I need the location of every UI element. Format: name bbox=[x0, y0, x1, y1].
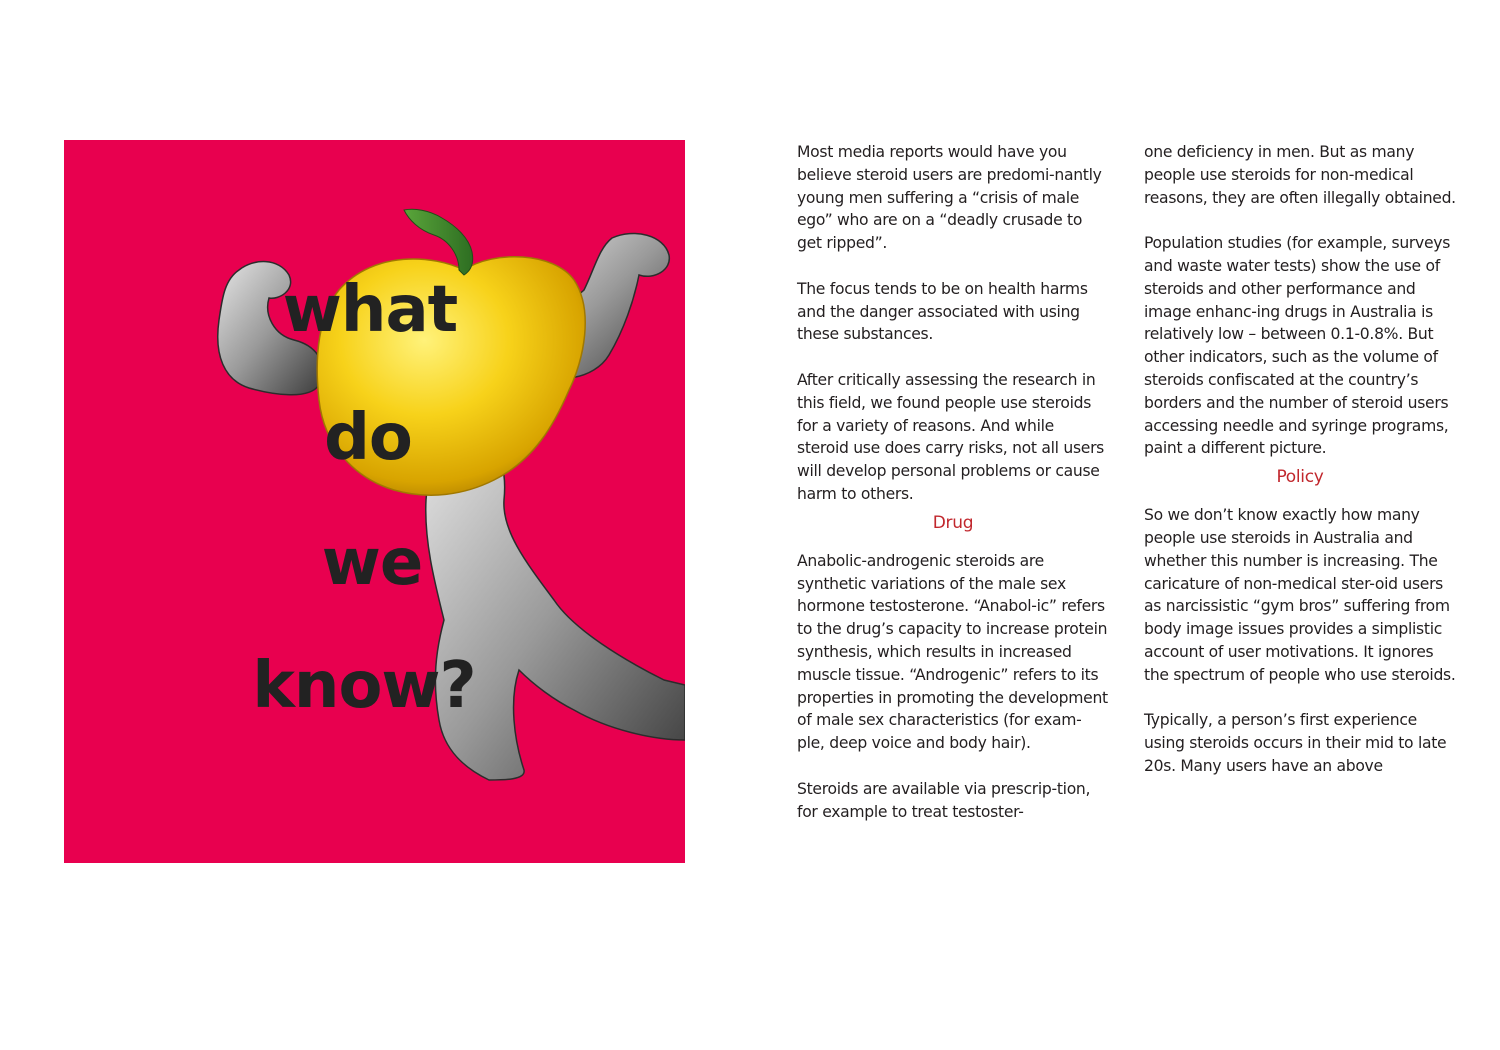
article-column-2 bbox=[1144, 141, 1456, 778]
paragraph: Steroids are available via prescrip-tion, for example to treat testoster- bbox=[797, 779, 1091, 821]
paragraph: Typically, a person’s first experience using steroids occurs in their mid to late 20s. Many users have an above bbox=[1144, 711, 1447, 775]
article-column-1 bbox=[797, 141, 1109, 823]
headline-word-we: we bbox=[321, 526, 423, 600]
paragraph: The focus tends to be on health harms and the danger associated with using these substances. bbox=[797, 279, 1088, 344]
headline-word-know: know? bbox=[252, 649, 476, 723]
paragraph: After critically assessing the research in this field, we found people use steroids for a variety of reasons. And while steroid use does carry risks, not all users will develop personal problems or cause harm to others. bbox=[797, 370, 1105, 503]
headline-word-what: what bbox=[282, 273, 458, 347]
section-heading-drug: Drug bbox=[932, 512, 974, 533]
headline-word-do: do bbox=[324, 401, 412, 475]
headline bbox=[64, 140, 685, 863]
hero-illustration bbox=[64, 140, 685, 863]
section-heading-policy: Policy bbox=[1276, 467, 1324, 488]
paragraph: So we don’t know exactly how many people use steroids in Australia and whether this number is increasing. The caricature of non-medical ster-oid users as narcissistic “gym bros” suffering from body image issues provides a simplistic account of user motivations. It ignores the spectrum of people who use steroids. bbox=[1144, 506, 1456, 684]
paragraph: Most media reports would have you believe steroid users are predomi-nantly young men suffering a “crisis of male ego” who are on a “deadly crusade to get ripped”. bbox=[797, 143, 1102, 253]
paragraph: one deficiency in men. But as many people use steroids for non-medical reasons, they are often illegally obtained. bbox=[1144, 143, 1456, 207]
paragraph: Population studies (for example, surveys and waste water tests) show the use of steroids and other performance and image enhanc-ing drugs in Australia is relatively low – between 0.1-0.8%. But other indicators, such as the volume of steroids confiscated at the country’s borders and the number of steroid users accessing needle and syringe programs, paint a different picture. bbox=[1144, 234, 1451, 458]
paragraph: Anabolic-androgenic steroids are synthetic variations of the male sex hormone testosterone. “Anabol-ic” refers to the drug’s capacity to increase protein synthesis, which results in increased muscle tissue. “Androgenic” refers to its properties in promoting the development of male sex characteristics (for exam-ple, deep voice and body hair). bbox=[797, 551, 1108, 753]
